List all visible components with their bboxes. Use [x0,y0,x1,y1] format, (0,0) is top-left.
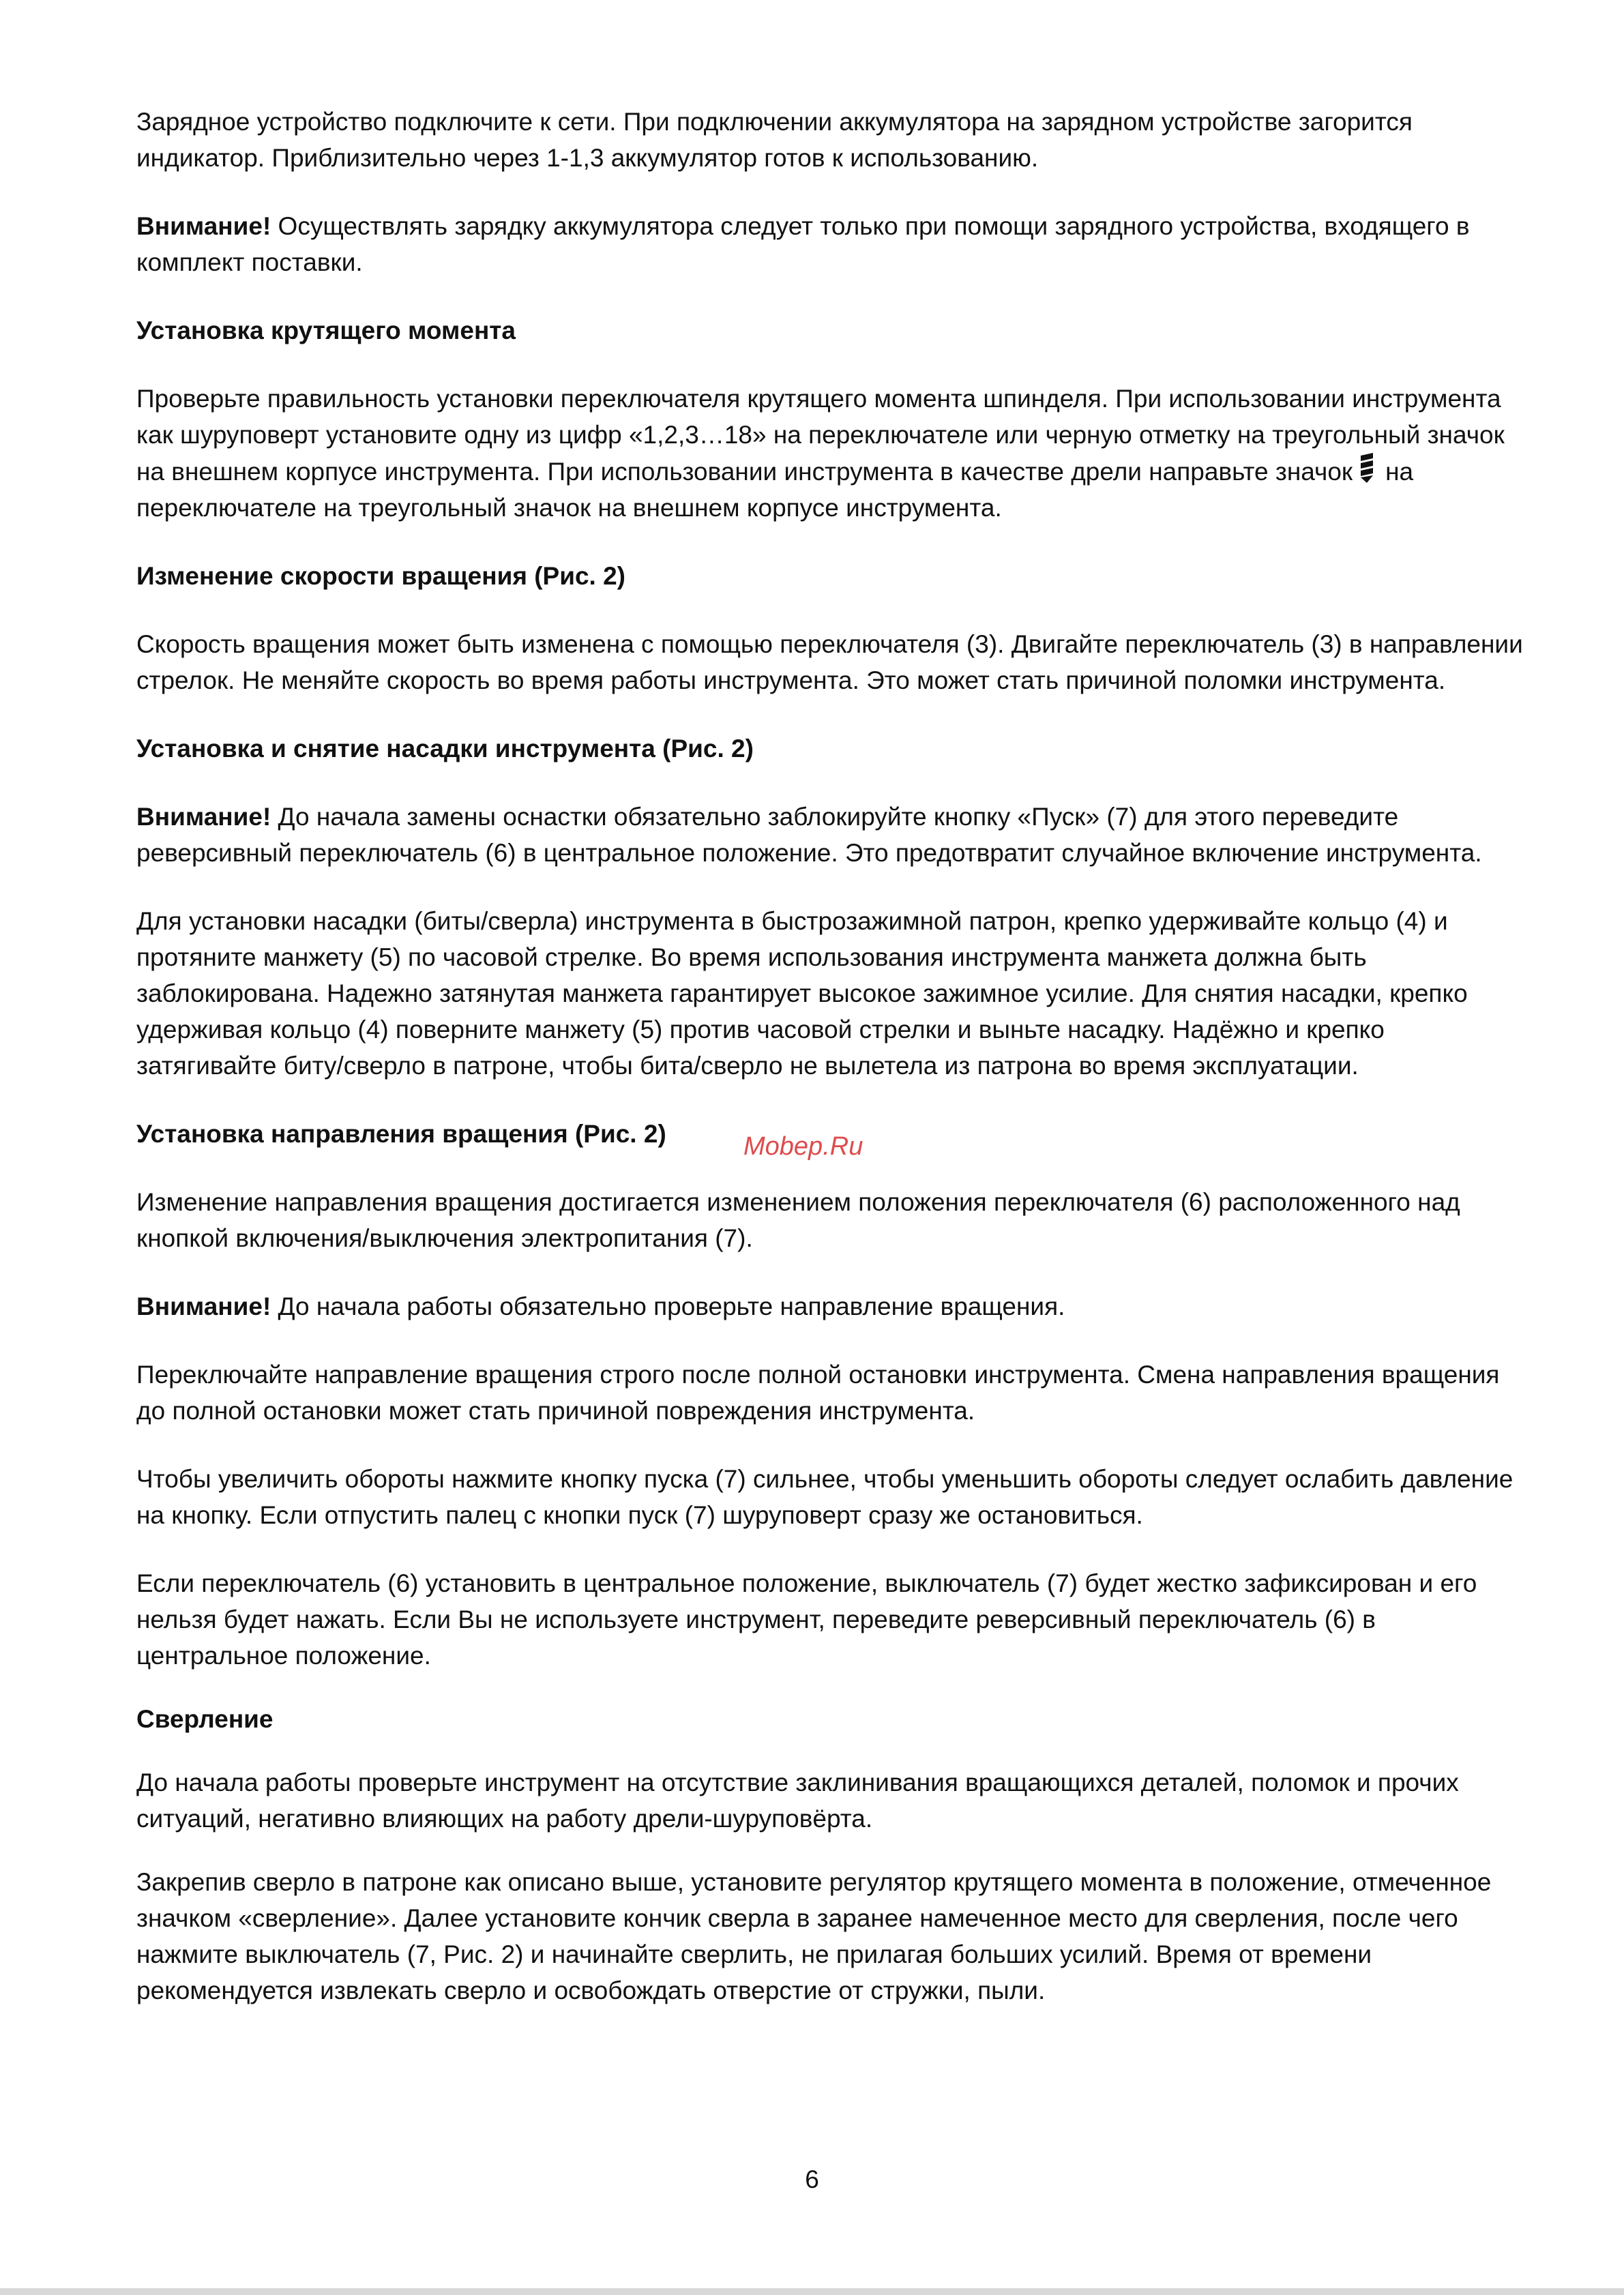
torque-text-a: Проверьте правильность установки переключателя крутящего момента шпинделя. При использовании инструмента как шуруповерт установите одну из цифр «1,2,3…18» на переключателе или черную отметку на треугольный значок на внешнем корпусе инструмента. При использовании инструмента в качестве дрели направьте значок [136,385,1505,486]
paragraph-lock-position: Если переключатель (6) установить в центральное положение, выключатель (7) будет жестко зафиксирован и его нельзя будет нажать. Если Вы не используете инструмент, переведите реверсивный переключатель (6) в центральное положение. [136,1569,1477,1670]
paragraph-bit-warning [136,799,1531,871]
paragraph-drilling-procedure: Закрепив сверло в патроне как описано выше, установите регулятор крутящего момента в положение, отмеченное значком «сверление». Далее установите кончик сверла в заранее намеченное место для сверления, после чего нажмите выключатель (7, Рис. 2) и начинайте сверлить, не прилагая больших усилий. Время от времени рекомендуется извлекать сверло и освобождать отверстие от стружки, пыли. [136,1868,1492,2004]
warning-text: Осуществлять зарядку аккумулятора следует только при помощи зарядного устройства, входящего в комплект поставки. [136,212,1470,276]
warning-label: Внимание! [136,1292,271,1320]
paragraph-rotation-switch: Переключайте направление вращения строго после полной остановки инструмента. Смена направления вращения до полной остановки может стать причиной повреждения инструмента. [136,1361,1500,1425]
paragraph-rotation: Изменение направления вращения достигается изменением положения переключателя (6) расположенного над кнопкой включения/выключения электропитания (7). [136,1188,1460,1252]
drill-bit-icon [1358,453,1376,483]
paragraph-torque [136,381,1531,526]
paragraph-charging-warning [136,208,1531,280]
manual-page-body [136,104,1531,2041]
heading-drilling: Сверление [136,1705,274,1733]
paragraph-rotation-warning [136,1288,1531,1324]
watermark-text: Mobep.Ru [743,1132,863,1161]
paragraph-bit-install: Для установки насадки (биты/сверла) инструмента в быстрозажимной патрон, крепко удерживайте кольцо (4) и протяните манжету (5) по часовой стрелке. Во время использования инструмента манжета должна быть заблокирована. Надежно затянутая манжета гарантирует высокое зажимное усилие. Для снятия насадки, крепко удерживая кольцо (4) поверните манжету (5) против часовой стрелки и выньте насадку. Надёжно и крепко затягивайте биту/сверло в патроне, чтобы бита/сверло не вылетела из патрона во время эксплуатации. [136,907,1468,1080]
torque-text-b: на переключателе на треугольный значок на внешнем корпусе инструмента. [136,458,1414,522]
warning-label: Внимание! [136,212,271,240]
heading-speed-change: Изменение скорости вращения (Рис. 2) [136,562,626,590]
paragraph-speed-trigger: Чтобы увеличить обороты нажмите кнопку пуска (7) сильнее, чтобы уменьшить обороты следует ослабить давление на кнопку. Если отпустить палец с кнопки пуск (7) шуруповерт сразу же остановиться. [136,1465,1514,1529]
warning-label: Внимание! [136,803,271,831]
paragraph-drilling-check: До начала работы проверьте инструмент на отсутствие заклинивания вращающихся деталей, поломок и прочих ситуаций, негативно влияющих на работу дрели-шуруповёрта. [136,1768,1459,1833]
page-number: 6 [805,2165,819,2193]
page-bottom-edge [0,2288,1624,2295]
warning-text: До начала работы обязательно проверьте направление вращения. [271,1292,1065,1320]
heading-bit-install: Установка и снятие насадки инструмента (Рис. 2) [136,735,754,762]
paragraph-charging: Зарядное устройство подключите к сети. При подключении аккумулятора на зарядном устройстве загорится индикатор. Приблизительно через 1-1,3 аккумулятор готов к использованию. [136,108,1413,172]
heading-rotation-direction: Установка направления вращения (Рис. 2) [136,1120,666,1148]
heading-torque-setting: Установка крутящего момента [136,316,516,344]
warning-text: До начала замены оснастки обязательно заблокируйте кнопку «Пуск» (7) для этого переведите реверсивный переключатель (6) в центральное положение. Это предотвратит случайное включение инструмента. [136,803,1482,867]
paragraph-speed: Скорость вращения может быть изменена с помощью переключателя (3). Двигайте переключатель (3) в направлении стрелок. Не меняйте скорость во время работы инструмента. Это может стать причиной поломки инструмента. [136,630,1523,694]
